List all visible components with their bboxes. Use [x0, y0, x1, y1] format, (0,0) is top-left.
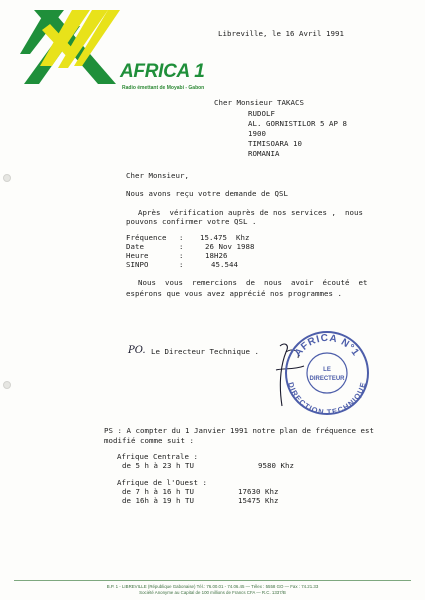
recipient-line: TIMISOARA 10 — [248, 139, 302, 148]
date-line: Libreville, le 16 Avril 1991 — [218, 29, 344, 38]
binder-hole-bottom — [3, 381, 11, 389]
handwritten-po: PO. — [128, 345, 146, 356]
ps-line2: modifié comme suit : — [104, 436, 194, 445]
stamp-center-line1: LE — [323, 367, 331, 373]
greeting: Cher Monsieur, — [126, 171, 189, 180]
stamp-top-text: AFRICA N°1 — [292, 332, 362, 359]
reception-sep: : — [179, 242, 184, 251]
footer-legal: Société Anonyme au Capital de 100 millions de Francs CFA — R.C. 1337/B — [139, 590, 286, 595]
logo-emblem — [12, 8, 122, 84]
reception-label-time: Heure — [126, 251, 149, 260]
ps-region-central: Afrique Centrale : — [117, 452, 198, 461]
paragraph-2-line2: pouvons confirmer votre QSL . — [126, 217, 257, 226]
binder-hole-top — [3, 174, 11, 182]
ps-line1: PS : A compter du 1 Janvier 1991 notre plan de fréquence est — [104, 426, 374, 435]
reception-value-time: 18H26 — [205, 251, 228, 260]
ps-west-time-2: de 16h à 19 h TU — [122, 496, 194, 505]
reception-sep: : — [179, 260, 184, 269]
recipient-salutation: Cher Monsieur TAKACS — [214, 98, 304, 107]
logo-wordmark: AFRICA 1 — [120, 61, 205, 82]
ps-region-west: Afrique de l'Ouest : — [117, 478, 207, 487]
footer-contact: B.P. 1 - LIBREVILLE (République Gabonaise) Tél.: 76.00.01 - 74.06.45 — Télex : 5558 GO — Fax : 74.21.33 — [106, 584, 319, 589]
ps-west-time-1: de 7 h à 16 h TU — [122, 487, 194, 496]
recipient-line: RUDOLF — [248, 109, 275, 118]
official-stamp — [283, 329, 371, 417]
stamp-center-line2: DIRECTEUR — [309, 376, 345, 382]
paragraph-1: Nous avons reçu votre demande de QSL — [126, 189, 288, 198]
ps-central-time: de 5 h à 23 h TU — [122, 461, 194, 470]
ps-central-freq: 9580 Khz — [258, 461, 294, 470]
reception-label-sinpo: SINPO — [126, 260, 149, 269]
stamp-bottom-text: DIRECTION TECHNIQUE — [286, 381, 368, 417]
recipient-line: 1900 — [248, 129, 266, 138]
paragraph-3-line1: Nous vous remercions de nous avoir écouté et — [138, 278, 368, 287]
recipient-line: AL. GORNISTILOR 5 AP 8 — [248, 119, 347, 128]
reception-value-frequency: 15.475 Khz — [200, 233, 250, 242]
ps-west-freq-2: 15475 Khz — [238, 496, 279, 505]
reception-sep: : — [179, 233, 184, 242]
reception-value-date: 26 Nov 1988 — [205, 242, 255, 251]
paragraph-2-line1: Après vérification auprès de nos services , nous — [138, 208, 363, 217]
reception-label-frequency: Fréquence — [126, 233, 167, 242]
reception-value-sinpo: 45.544 — [211, 260, 238, 269]
footer-divider — [14, 580, 411, 581]
logo-subtitle: Radio émettant de Moyabi - Gabon — [122, 85, 205, 91]
africa1-logo — [12, 8, 227, 103]
ps-west-freq-1: 17630 Khz — [238, 487, 279, 496]
reception-sep: : — [179, 251, 184, 260]
signature-title: Le Directeur Technique . — [151, 347, 259, 356]
reception-label-date: Date — [126, 242, 144, 251]
recipient-line: ROMANIA — [248, 149, 280, 158]
paragraph-3-line2: espérons que vous avez apprécié nos programmes . — [126, 289, 342, 298]
